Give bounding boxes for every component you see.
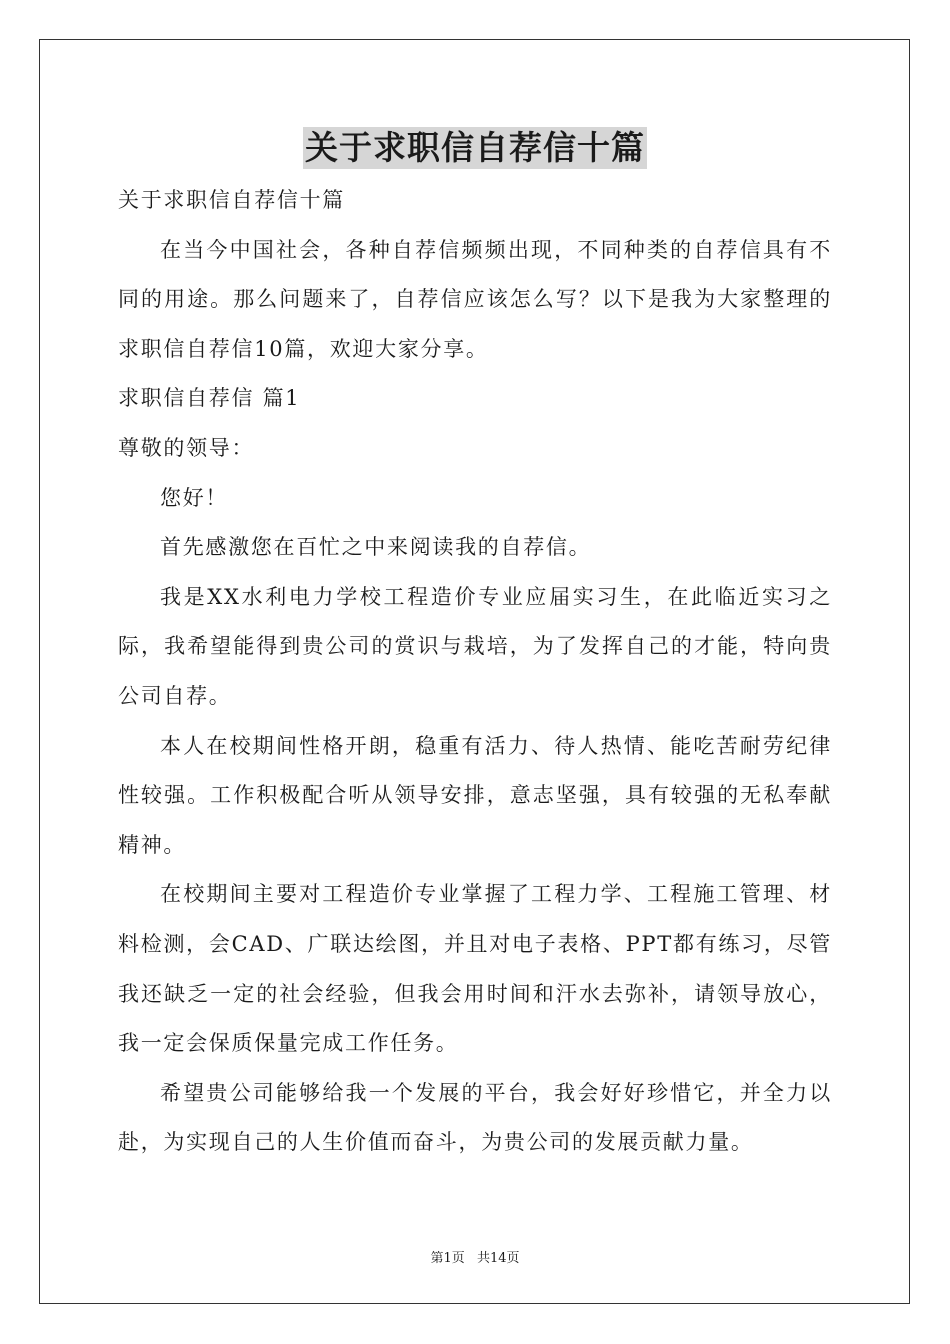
paragraph: 希望贵公司能够给我一个发展的平台，我会好好珍惜它，并全力以赴，为实现自己的人生价值而奋斗，为贵公司的发展贡献力量。 [118,1080,832,1155]
title-container [0,127,950,169]
paragraph: 本人在校期间性格开朗，稳重有活力、待人热情、能吃苦耐劳纪律性较强。工作积极配合听从领导安排，意志坚强，具有较强的无私奉献精神。 [118,733,832,857]
paragraph: 首先感激您在百忙之中来阅读我的自荐信。 [160,535,592,560]
paragraph: 在校期间主要对工程造价专业掌握了工程力学、工程施工管理、材料检测，会CAD、广联达绘图，并且对电子表格、PPT都有练习，尽管我还缺乏一定的社会经验，但我会用时间和汗水去弥补，请领导放心，我一定会保质保量完成工作任务。 [118,882,832,1056]
paragraph: 求职信自荐信 篇1 [118,386,301,411]
document-body [118,176,832,1168]
paragraph: 我是XX水利电力学校工程造价专业应届实习生，在此临近实习之际，我希望能得到贵公司的赏识与栽培，为了发挥自己的才能，特向贵公司自荐。 [118,584,832,708]
paragraph: 尊敬的领导： [118,435,255,460]
paragraph: 关于求职信自荐信十篇 [118,188,345,212]
page-total: 共14页 [476,1251,520,1266]
document-title: 关于求职信自荐信十篇 [305,128,645,167]
page-footer [0,1247,950,1266]
page-number: 第1页 [430,1251,465,1266]
paragraph: 您好！ [160,485,229,510]
paragraph: 在当今中国社会，各种自荐信频频出现，不同种类的自荐信具有不同的用途。那么问题来了，自荐信应该怎么写？以下是我为大家整理的求职信自荐信10篇，欢迎大家分享。 [118,237,832,361]
